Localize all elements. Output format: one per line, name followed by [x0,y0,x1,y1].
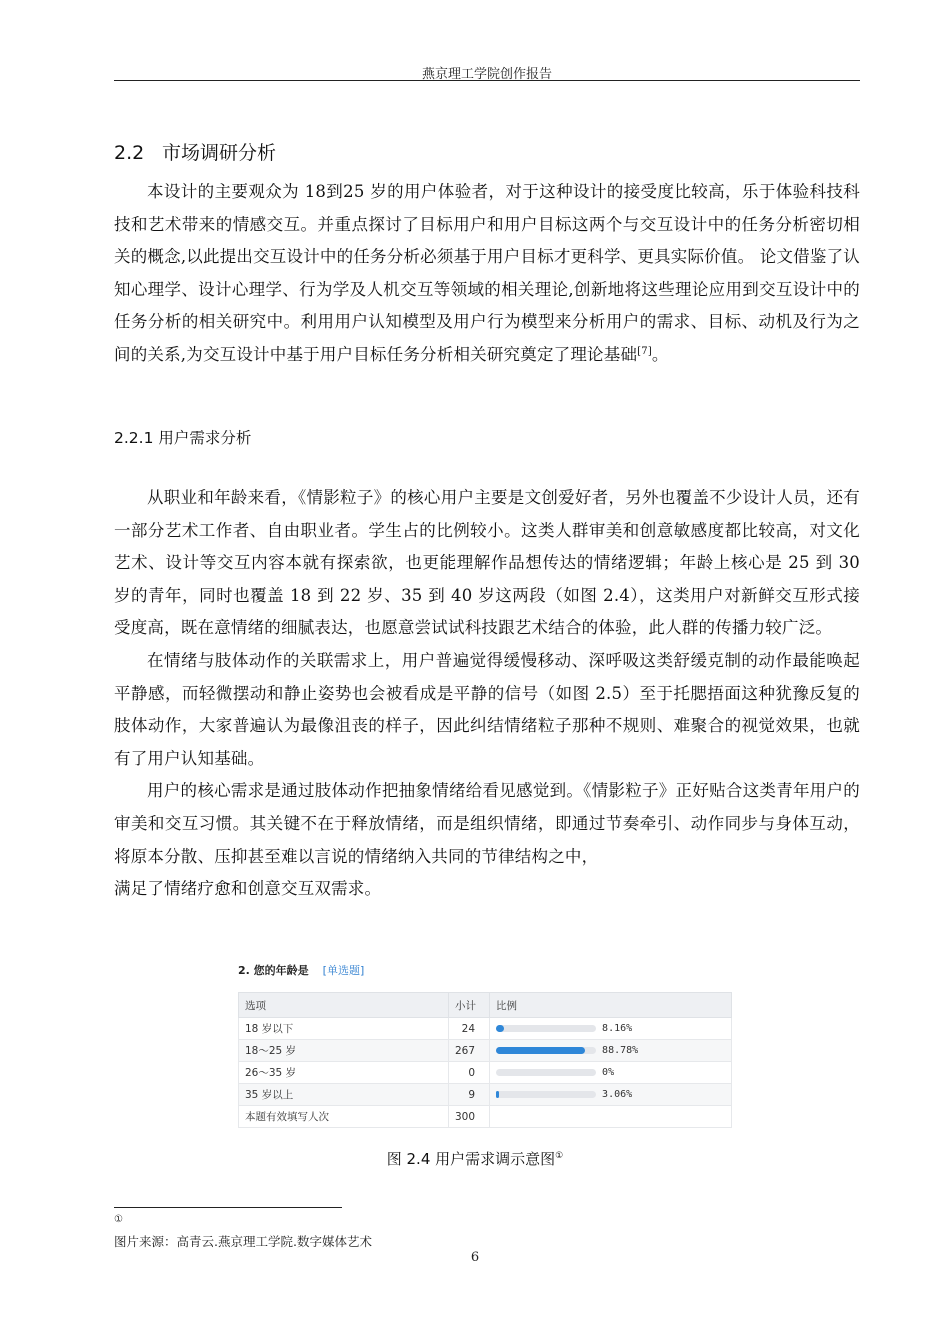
caption-note-mark: ① [555,1151,564,1161]
paragraph-users: 从职业和年龄来看，《情影粒子》的核心用户主要是文创爱好者，另外也覆盖不少设计人员，还有一部分艺术工作者、自由职业者。学生占的比例较小。这类人群审美和创意敏感度都比较高，对文化艺术、设计等交互内容本就有探索欲，也更能理解作品想传达的情绪逻辑；年龄上核心是 25 到 30 岁的青年，同时也覆盖 18 到 22 岁、35 到 40 岁这两段（如图 2.4），这类用户对新鲜交互形式接受度高，既在意情绪的细腻表达，也愿意尝试试科技跟艺术结合的体验，此人群的传播力较广泛。 [114,488,860,638]
paragraph-text [114,176,860,372]
count-cell: 0 [449,1062,490,1084]
paragraph-body: 本设计的主要观众为 18到25 岁的用户体验者，对于这种设计的接受度比较高，乐于体验科技科技和艺术带来的情感交互。并重点探讨了目标用户和用户目标这两个与交互设计中的任务分析密切相关的概念,以此提出交互设计中的任务分析必须基于用户目标才更科学、更具实际价值。 论文借鉴了认知心理学、设计心理学、行为学及人机交互等领域的相关理论,创新地将这些理论应用到交互设计中的任务分析的相关研究中。利用用户认知模型及用户行为模型来分析用户的需求、目标、动机及行为之间的关系,为交互设计中基于用户目标任务分析相关研究奠定了理论基础 [114,182,860,364]
table-row [239,1084,732,1106]
ratio-cell [490,1084,732,1106]
table-total-row [239,1106,732,1128]
ratio-bar [496,1025,596,1032]
paragraph-conclusion: 满足了情绪疗愈和创意交互双需求。 [114,879,382,899]
count-cell: 9 [449,1084,490,1106]
table-row [239,1040,732,1062]
table-row [239,1018,732,1040]
caption-text: 图 2.4 用户需求调示意图 [386,1150,556,1168]
total-empty-cell [490,1106,732,1128]
running-header: 燕京理工学院创作报告 [421,67,552,82]
ratio-bar-fill [496,1025,504,1032]
percent-label: 8.16% [602,1023,633,1034]
table-header-row [239,993,732,1018]
citation-ref: [7] [637,345,652,357]
count-cell: 24 [449,1018,490,1040]
header-rule [114,80,860,81]
ratio-bar-fill [496,1091,499,1098]
percent-label: 0% [602,1067,615,1078]
option-cell: 18 岁以下 [239,1018,449,1040]
table-row [239,1062,732,1084]
ratio-cell [490,1062,732,1084]
section-title: 市场调研分析 [162,142,277,164]
figure-caption [0,1148,950,1169]
percent-label: 88.78% [602,1045,639,1056]
footnote-rule [114,1207,342,1208]
percent-label: 3.06% [602,1089,633,1100]
section-number: 2.2 [114,142,145,164]
body-text [114,482,860,906]
total-label: 本题有效填写人次 [239,1106,449,1128]
subsection-heading: 2.2.1 用户需求分析 [114,429,252,447]
paragraph-end: 。 [651,344,669,364]
page-number: 6 [470,1250,480,1265]
survey-question [238,960,732,982]
column-header-option: 选项 [239,993,449,1018]
paragraph-gestures: 在情绪与肢体动作的关联需求上，用户普遍觉得缓慢移动、深呼吸这类舒缓克制的动作最能唤起平静感，而轻微摆动和静止姿势也会被看成是平静的信号（如图 2.5）至于托腮捂面这种犹豫反复的肢体动作，大家普遍认为最像沮丧的样子，因此纠结情绪粒子那种不规则、难聚合的视觉效果，也就有了用户认知基础。 [114,650,860,768]
ratio-cell [490,1040,732,1062]
paragraph-intro [114,176,860,372]
survey-figure [238,960,732,1128]
paragraph-core-need: 用户的核心需求是通过肢体动作把抽象情绪给看见感觉到。《情影粒子》正好贴合这类青年用户的审美和交互习惯。其关键不在于释放情绪，而是组织情绪，即通过节奏牵引、动作同步与身体互动，将原本分散、压抑甚至难以言说的情绪纳入共同的节律结构之中， [114,781,860,866]
total-count: 300 [449,1106,490,1128]
option-cell: 26～35 岁 [239,1062,449,1084]
column-header-ratio: 比例 [490,993,732,1018]
ratio-bar-fill [496,1047,585,1054]
footnote-mark: ① [114,1214,123,1225]
footnote-text: 图片来源：高青云.燕京理工学院.数字媒体艺术 [114,1234,372,1249]
column-header-count: 小计 [449,993,490,1018]
ratio-bar [496,1069,596,1076]
question-type: [单选题] [322,964,365,977]
ratio-cell [490,1018,732,1040]
survey-table [238,992,732,1128]
ratio-bar [496,1091,596,1098]
question-text: 2. 您的年龄是 [238,964,309,977]
option-cell: 35 岁以上 [239,1084,449,1106]
count-cell: 267 [449,1040,490,1062]
ratio-bar [496,1047,596,1054]
section-heading [114,138,276,165]
option-cell: 18～25 岁 [239,1040,449,1062]
